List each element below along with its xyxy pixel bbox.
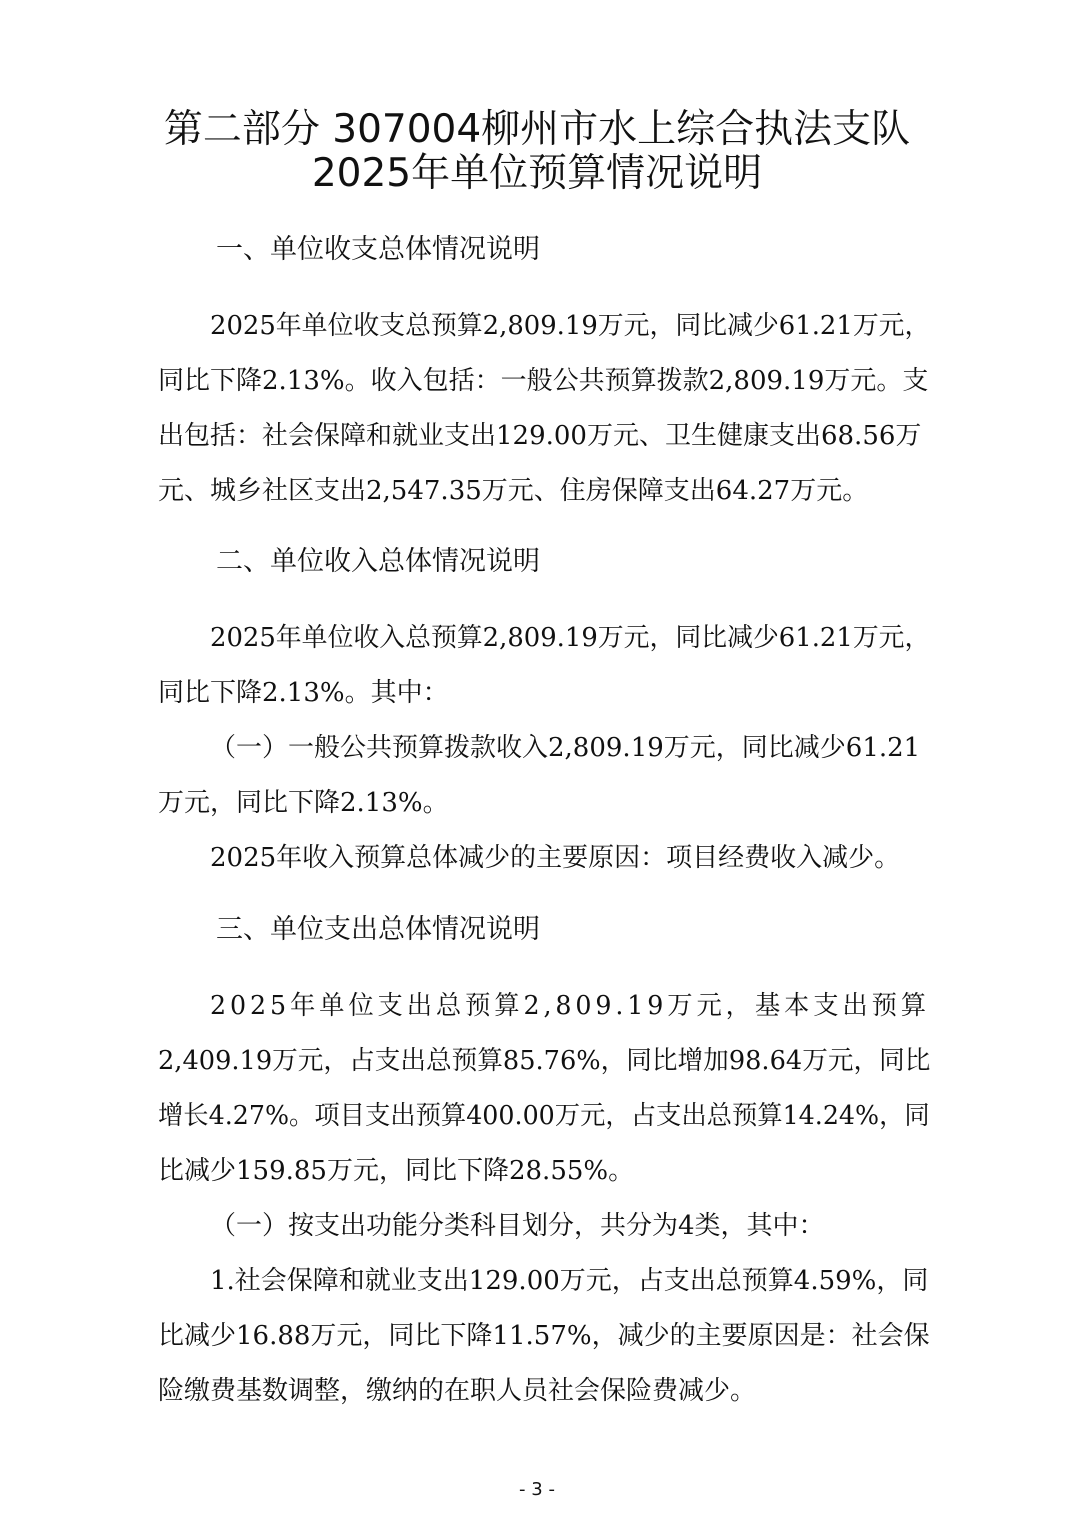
section-heading-1: 一、单位收支总体情况说明	[216, 234, 540, 265]
paragraph-line: （一）一般公共预算拨款收入2,809.19万元，同比减少61.21	[210, 733, 921, 763]
paragraph-line: 同比下降2.13%。其中：	[158, 678, 449, 708]
paragraph-line: 2025年单位收入总预算2,809.19万元，同比减少61.21万元，	[210, 623, 931, 653]
paragraph-line: 1.社会保障和就业支出129.00万元，占支出总预算4.59%，同	[210, 1266, 929, 1296]
paragraph-line: 2025年收入预算总体减少的主要原因：项目经费收入减少。	[210, 843, 901, 873]
paragraph-line: 险缴费基数调整，缴纳的在职人员社会保险费减少。	[158, 1376, 757, 1406]
paragraph-line: 2025年单位收支总预算2,809.19万元，同比减少61.21万元，	[210, 311, 931, 341]
paragraph-line: （一）按支出功能分类科目划分，共分为4类，其中：	[210, 1211, 825, 1241]
paragraph-line: 比减少159.85万元，同比下降28.55%。	[158, 1156, 635, 1186]
paragraph-line: 万元，同比下降2.13%。	[158, 788, 449, 818]
paragraph-line: 2,409.19万元，占支出总预算85.76%，同比增加98.64万元，同比	[158, 1046, 931, 1076]
section-heading-2: 二、单位收入总体情况说明	[216, 546, 540, 577]
paragraph-line: 出包括：社会保障和就业支出129.00万元、卫生健康支出68.56万	[158, 421, 922, 451]
paragraph-line: 2025年单位支出总预算2,809.19万元，基本支出预算	[210, 991, 930, 1021]
paragraph-line: 比减少16.88万元，同比下降11.57%，减少的主要原因是：社会保	[158, 1321, 930, 1351]
paragraph-line: 元、城乡社区支出2,547.35万元、住房保障支出64.27万元。	[158, 476, 869, 506]
paragraph-line: 同比下降2.13%。收入包括：一般公共预算拨款2,809.19万元。支	[158, 366, 929, 396]
paragraph-line: 增长4.27%。项目支出预算400.00万元，占支出总预算14.24%，同	[158, 1101, 930, 1131]
page-number: - 3 -	[519, 1479, 555, 1500]
document-title-line-1: 第二部分 307004柳州市水上综合执法支队	[163, 107, 911, 152]
document-title-line-2: 2025年单位预算情况说明	[311, 151, 763, 196]
section-heading-3: 三、单位支出总体情况说明	[216, 914, 540, 945]
